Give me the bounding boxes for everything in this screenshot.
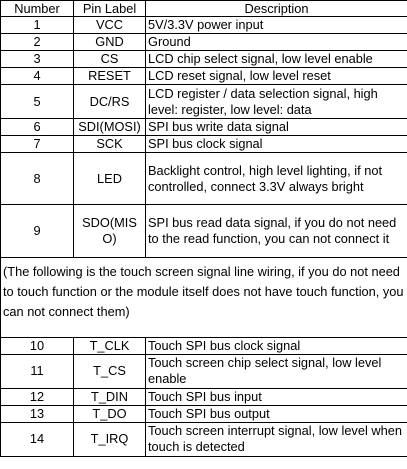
pin-number: 9 [1, 205, 74, 258]
pin-description: Touch screen interrupt signal, low level when touch is detected [146, 422, 407, 456]
pin-number: 3 [1, 51, 74, 68]
pin-number: 6 [1, 119, 74, 136]
pin-number: 4 [1, 68, 74, 85]
pin-label: SDI(MOSI) [74, 119, 146, 136]
pin-number: 7 [1, 136, 74, 153]
pin-label: T_IRQ [74, 422, 146, 456]
table-row [1, 68, 407, 85]
pin-label: RESET [74, 68, 146, 85]
pin-description: Ground [146, 34, 407, 51]
pin-description: LCD chip select signal, low level enable [146, 51, 407, 68]
pin-number: 1 [1, 17, 74, 34]
pin-description: Touch SPI bus output [146, 405, 407, 422]
pin-number: 13 [1, 405, 74, 422]
table-row [1, 405, 407, 422]
table-row [1, 34, 407, 51]
pin-label: T_CS [74, 354, 146, 388]
pin-label: GND [74, 34, 146, 51]
pin-description: Backlight control, high level lighting, if not controlled, connect 3.3V always bright [146, 153, 407, 205]
table-row [1, 85, 407, 119]
pin-description: SPI bus write data signal [146, 119, 407, 136]
header-row [1, 1, 407, 17]
table-row [1, 388, 407, 405]
pin-number: 11 [1, 354, 74, 388]
pin-label: CS [74, 51, 146, 68]
table-row [1, 136, 407, 153]
spacer [1, 324, 407, 338]
pin-description: SPI bus clock signal [146, 136, 407, 153]
pin-number: 5 [1, 85, 74, 119]
pin-number: 8 [1, 153, 74, 205]
pin-label: T_CLK [74, 337, 146, 354]
pin-number: 10 [1, 337, 74, 354]
pin-label: VCC [74, 17, 146, 34]
table-row [1, 119, 407, 136]
spacer-row [1, 324, 407, 338]
table-row [1, 51, 407, 68]
pin-description: Touch screen chip select signal, low level enable [146, 354, 407, 388]
pin-label: T_DIN [74, 388, 146, 405]
pin-description: LCD reset signal, low level reset [146, 68, 407, 85]
table-row [1, 354, 407, 388]
pin-description: Touch SPI bus clock signal [146, 337, 407, 354]
pin-description: 5V/3.3V power input [146, 17, 407, 34]
header-pin-label: Pin Label [74, 1, 146, 17]
table-row [1, 153, 407, 205]
header-description: Description [146, 1, 407, 17]
pin-number: 14 [1, 422, 74, 456]
pin-number: 12 [1, 388, 74, 405]
pin-label: SCK [74, 136, 146, 153]
header-number: Number [1, 1, 74, 17]
note-row [1, 258, 407, 324]
table-row [1, 205, 407, 258]
pin-number: 2 [1, 34, 74, 51]
touch-wiring-note: (The following is the touch screen signal line wiring, if you do not need to touch function or the module itself does not have touch function, you can not connect them) [1, 258, 407, 324]
pin-label: T_DO [74, 405, 146, 422]
table-row [1, 17, 407, 34]
pin-description: LCD register / data selection signal, high level: register, low level: data [146, 85, 407, 119]
pin-description: Touch SPI bus input [146, 388, 407, 405]
pin-label: LED [74, 153, 146, 205]
pin-label: SDO(MISO) [74, 205, 146, 258]
pin-description: SPI bus read data signal, if you do not need to the read function, you can not connect it [146, 205, 407, 258]
table-row [1, 422, 407, 456]
table-row [1, 337, 407, 354]
pin-label: DC/RS [74, 85, 146, 119]
